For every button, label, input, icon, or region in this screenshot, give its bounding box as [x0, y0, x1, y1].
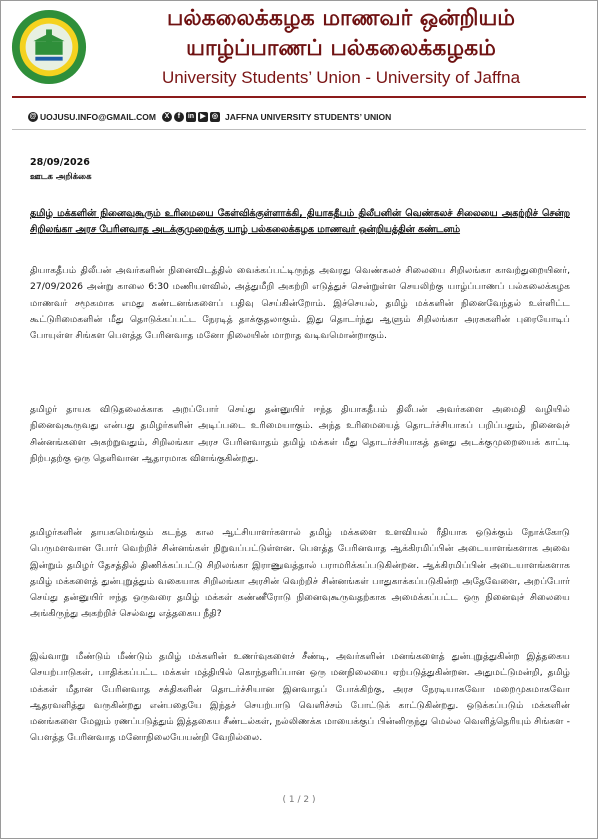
document-type: ஊடக அறிக்கை — [30, 172, 92, 182]
paragraph-3: தமிழர்களின் தாயகமெங்கும் கடந்த கால ஆட்சியாளர்களால் தமிழ் மக்களை உளவியல் ரீதியாக ஒடுக்கும் நோக்கோடு பெருமளவான போர் வெற்றிச் சின்னங்கள் நிறுவப்பட்டுள்ளன. பௌத்த பேரினவாத ஆக்கிரமிப்பின் அடையாளங்களாக அவை இன்றும் தமிழர் தேசத்தில் திணிக்கப்பட்டு சிறிலங்கா இராணுவத்தால் பராமரிக்கப்படுகின்றன. ஆக்கிரமிப்பின் அடையாளங்களாக தமிழ் மக்களைத் துன்புறுத்தும் வகையாக சிறிலங்கா அரசின் வெற்றிச் சின்னங்கள் பாதுகாக்கப்படுகின்ற அதேவேளை, அறப்போர் செய்து தன்னுயிர் ஈந்த ஒருவரை தமிழ் மக்கள் கண்ணீரோடு நினைவுகூருவதற்காக அமைக்கப்பட்ட ஒரு நினைவுச் சிலையை அங்கிருந்து அகற்றிச் செல்வது எத்தகைய நீதி? — [30, 527, 570, 620]
paragraph-4: இவ்வாறு மீண்டும் மீண்டும் தமிழ் மக்களின் உணர்வுகளைச் சீண்டி, அவர்களின் மனங்களைத் துன்புறுத்துகின்ற இத்தகைய செயற்பாடுகள், பாதிக்கப்பட்ட மக்கள் மத்தியில் கொந்தளிப்பான ஒரு மனநிலையை ஏற்படுத்துகின்றன. அதுமட்டுமன்றி, தமிழ் மக்கள் மீதான பேரினவாத சக்திகளின் தொடர்ச்சியான இனவாதப் போக்கிற்கு, அரச நேரடியாகவோ மறைமுகமாகவோ ஆதரவளித்து வருகின்றது என்பதையே இந்தச் செயற்பாடு வெளிச்சம் போட்டுக் காட்டுகின்றது. ஒடுக்கப்படும் மக்களின் மனங்களை மேலும் ரணப்படுத்தும் இத்தகைய சீண்டல்கள், நல்லிணக்க மாயைக்குப் பின்னிருந்து மெல்ல வெளித்தெரியும் சிங்கள - பௌத்த பேரினவாத மனோநிலையேயன்றி வேறில்லை. — [30, 651, 570, 744]
paragraph-1: தியாகதீபம் திலீபன் அவர்களின் நினைவிடத்தில் வைக்கப்பட்டிருந்த அவரது வெண்கலச் சிலையை சிறிலங்கா காவற்துறையினர், 27/09/2026 அன்று காலை 6:30 மணியளவில், அத்துமீறி அகற்றி எடுத்துச் சென்றுள்ள செயலிற்கு யாழ்ப்பாணப் பல்கலைக்கழக மாணவர் சமூகமாக எமது கண்டனங்களைப் பதிவு செய்கின்றோம். இச்செயல், தமிழ் மக்களின் நினைவேந்தல் உள்ளிட்ட கூட்டுரிமைகளின் மீது தொடுக்கப்பட்ட நேரடித் தாக்குதலாகும். இது தொடர்ந்து ஆளும் சிறிலங்கா அரசுகளின் புரையோடிப் போயுள்ள சிங்கள பௌத்த பேரினவாத மனோ நிலையின் மாறாத வடிவமொன்றாகும். — [30, 265, 570, 342]
union-name-tamil: பல்கலைக்கழக மாணவர் ஒன்றியம் — [166, 6, 516, 31]
header-divider — [12, 96, 586, 98]
contact-bar — [28, 108, 391, 126]
university-name-tamil: யாழ்ப்பாணப் பல்கலைக்கழகம் — [186, 36, 496, 61]
statement-heading: தமிழ் மக்களின் நினைவுகூரும் உரிமையை கேள்விக்குள்ளாக்கி, தியாகதீபம் திலீபனின் வெண்கலச் சிலையை அகற்றிச் சென்ற சிறிலங்கா அரச பேரினவாத அடக்குமுறைக்கு யாழ் பல்கலைக்கழக மாணவர் ஒன்றியத்தின் கண்டனம் — [30, 208, 570, 235]
page-indicator: ( 1 / 2 ) — [282, 795, 316, 805]
union-name-english: University Students’ Union - University of Jaffna — [161, 68, 521, 87]
email-link[interactable]: UOJUSU.INFO@GMAIL.COM — [40, 112, 156, 122]
linkedin-icon[interactable]: in — [187, 113, 195, 120]
instagram-icon[interactable]: ◎ — [211, 113, 219, 120]
document-date: 28/09/2026 — [30, 157, 90, 168]
x-icon[interactable]: X — [162, 112, 172, 122]
university-emblem-icon — [10, 8, 88, 86]
contact-divider — [12, 129, 586, 130]
facebook-icon[interactable]: f — [174, 112, 184, 122]
youtube-icon[interactable]: ▶ — [198, 112, 208, 122]
paragraph-2: தமிழர் தாயக விடுதலைக்காக அறப்போர் செய்து தன்னுயிர் ஈந்த தியாகதீபம் திலீபன் அவர்களை அமைதி வழியில் நினைவுகூருவது என்பது தமிழர்களின் அடிப்படை உரிமையாகும். அந்த உரிமையைத் தொடர்ச்சியாகப் பறிப்பதும், நினைவுச் சின்னங்களை அகற்றுவதும், சிறிலங்கா அரச பேரினவாதம் தமிழ் மக்கள் மீது தொடர்ச்சியாகத் தனது அடக்குமுறையைக் காட்டி நிற்பதற்கு ஒரு தெளிவான ஆதாரமாக விளங்குகின்றது. — [30, 404, 570, 464]
social-handle[interactable]: JAFFNA UNIVERSITY STUDENTS’ UNION — [224, 112, 392, 122]
email-icon: @ — [29, 113, 37, 120]
